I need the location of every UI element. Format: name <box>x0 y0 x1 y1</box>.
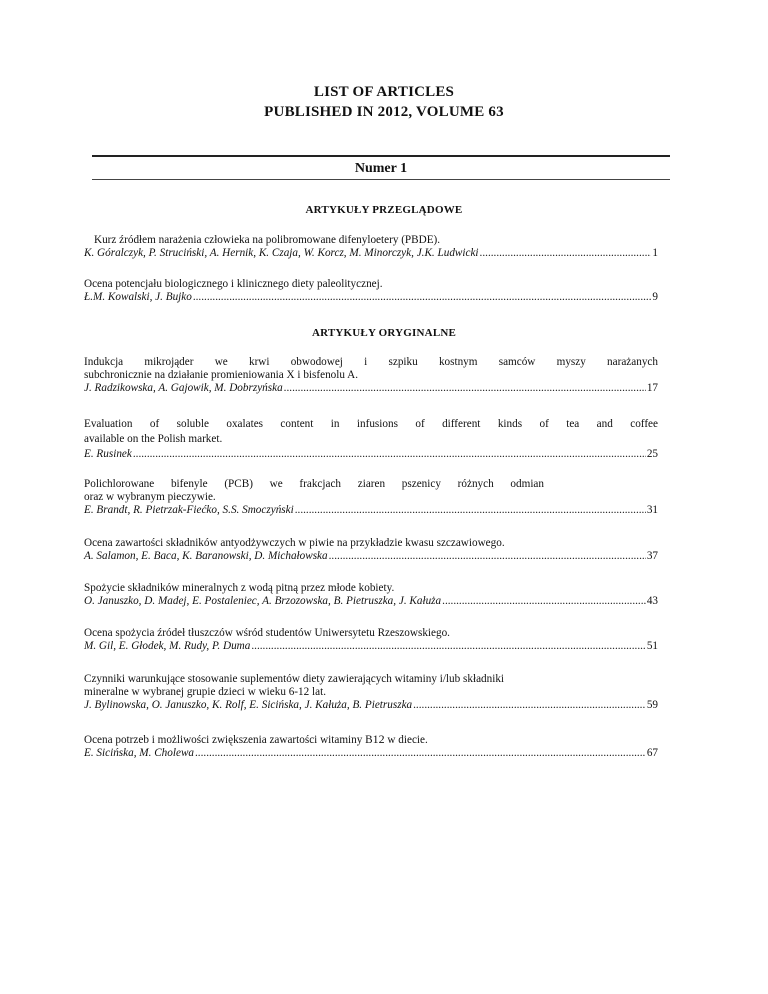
article-authors: E. Brandt, R. Pietrzak-Fiećko, S.S. Smoczyński <box>84 504 294 516</box>
article-authors: M. Gil, E. Głodek, M. Rudy, P. Duma <box>84 640 251 652</box>
article-page: 43 <box>646 595 658 607</box>
document-header <box>0 82 768 122</box>
article-page: 17 <box>646 382 658 394</box>
article-title-line-1: Czynniki warunkujące stosowanie suplementów diety zawierających witaminy i/lub składniki <box>84 673 505 685</box>
leader-dots <box>329 550 646 563</box>
leader-dots <box>442 595 646 608</box>
article-authors: J. Bylinowska, O. Januszko, K. Rolf, E. Sicińska, J. Kałuża, B. Pietruszka <box>84 699 413 711</box>
article-entry-7 <box>84 582 658 608</box>
issue-label: Numer 1 <box>354 161 408 176</box>
leader-dots <box>195 747 646 760</box>
article-title-line-2: subchronicznie na działanie promieniowania X i bisfenolu A. <box>84 369 359 381</box>
leader-dots <box>480 247 652 260</box>
article-authors: E. Sicińska, M. Cholewa <box>84 747 194 759</box>
article-page: 37 <box>646 550 658 562</box>
leader-dots <box>251 640 645 653</box>
section-heading-review: ARTYKUŁY PRZEGLĄDOWE <box>305 204 463 216</box>
article-authors: K. Góralczyk, P. Struciński, A. Hernik, K. Czaja, W. Korcz, M. Minorczyk, J.K. Ludwicki <box>84 247 479 259</box>
article-authors: E. Rusinek <box>84 448 132 460</box>
leader-dots <box>193 291 652 304</box>
article-entry-9 <box>84 673 658 712</box>
article-authors: O. Januszko, D. Madej, E. Postaleniec, A. Brzozowska, B. Pietruszka, J. Kałuża <box>84 595 442 607</box>
leader-dots <box>284 382 646 395</box>
article-entry-6 <box>84 537 658 563</box>
leader-dots <box>413 699 646 712</box>
section-heading-original: ARTYKUŁY ORYGINALNE <box>311 327 457 339</box>
article-page: 25 <box>646 448 658 460</box>
article-entry-4 <box>84 417 658 462</box>
article-title: Ocena potrzeb i możliwości zwiększenia zawartości witaminy B12 w diecie. <box>84 732 428 746</box>
leader-dots <box>295 504 646 517</box>
top-rule <box>92 155 670 157</box>
header-title: LIST OF ARTICLES <box>313 84 455 100</box>
article-title-line-2: oraz w wybranym pieczywie. <box>84 491 216 503</box>
article-authors: Ł.M. Kowalski, J. Bujko <box>84 291 192 303</box>
article-title: Ocena potencjału biologicznego i klinicznego diety paleolitycznej. <box>84 278 383 290</box>
article-title: Kurz źródłem narażenia człowieka na polibromowane difenyloetery (PBDE). <box>94 234 441 246</box>
article-entry-1 <box>84 234 658 260</box>
article-entry-2 <box>84 278 658 304</box>
article-page: 59 <box>646 699 658 711</box>
article-entry-3 <box>84 356 658 395</box>
article-entry-10 <box>84 733 658 760</box>
article-title: Spożycie składników mineralnych z wodą pitną przez młode kobiety. <box>84 582 395 594</box>
bottom-rule <box>92 179 670 180</box>
article-title-line-1: Evaluation of soluble oxalates content in infusions of different kinds of tea and coffee <box>84 418 658 430</box>
article-page: 67 <box>646 747 658 759</box>
header-subtitle: PUBLISHED IN 2012, VOLUME 63 <box>264 104 504 120</box>
article-page: 9 <box>652 291 658 303</box>
article-authors: J. Radzikowska, A. Gajowik, M. Dobrzyńska <box>84 382 283 394</box>
article-title: Ocena zawartości składników antyodżywczych w piwie na przykładzie kwasu szczawiowego. <box>84 537 505 549</box>
article-page: 51 <box>646 640 658 652</box>
article-title-line-2: mineralne w wybranej grupie dzieci w wieku 6-12 lat. <box>84 686 327 698</box>
leader-dots <box>133 447 646 462</box>
article-title-line-1: Polichlorowane bifenyle (PCB) we frakcjach ziaren pszenicy różnych odmian <box>84 478 544 490</box>
article-entry-8 <box>84 627 658 653</box>
article-entry-5 <box>84 478 658 517</box>
article-title: Ocena spożycia źródeł tłuszczów wśród studentów Uniwersytetu Rzeszowskiego. <box>84 627 450 639</box>
article-title-line-2: available on the Polish market. <box>84 433 223 445</box>
article-page: 1 <box>652 247 658 259</box>
article-authors: A. Salamon, E. Baca, K. Baranowski, D. Michałowska <box>84 550 328 562</box>
article-title-line-1: Indukcja mikrojąder we krwi obwodowej i szpiku kostnym samców myszy narażanych <box>84 356 658 368</box>
article-page: 31 <box>646 504 658 516</box>
